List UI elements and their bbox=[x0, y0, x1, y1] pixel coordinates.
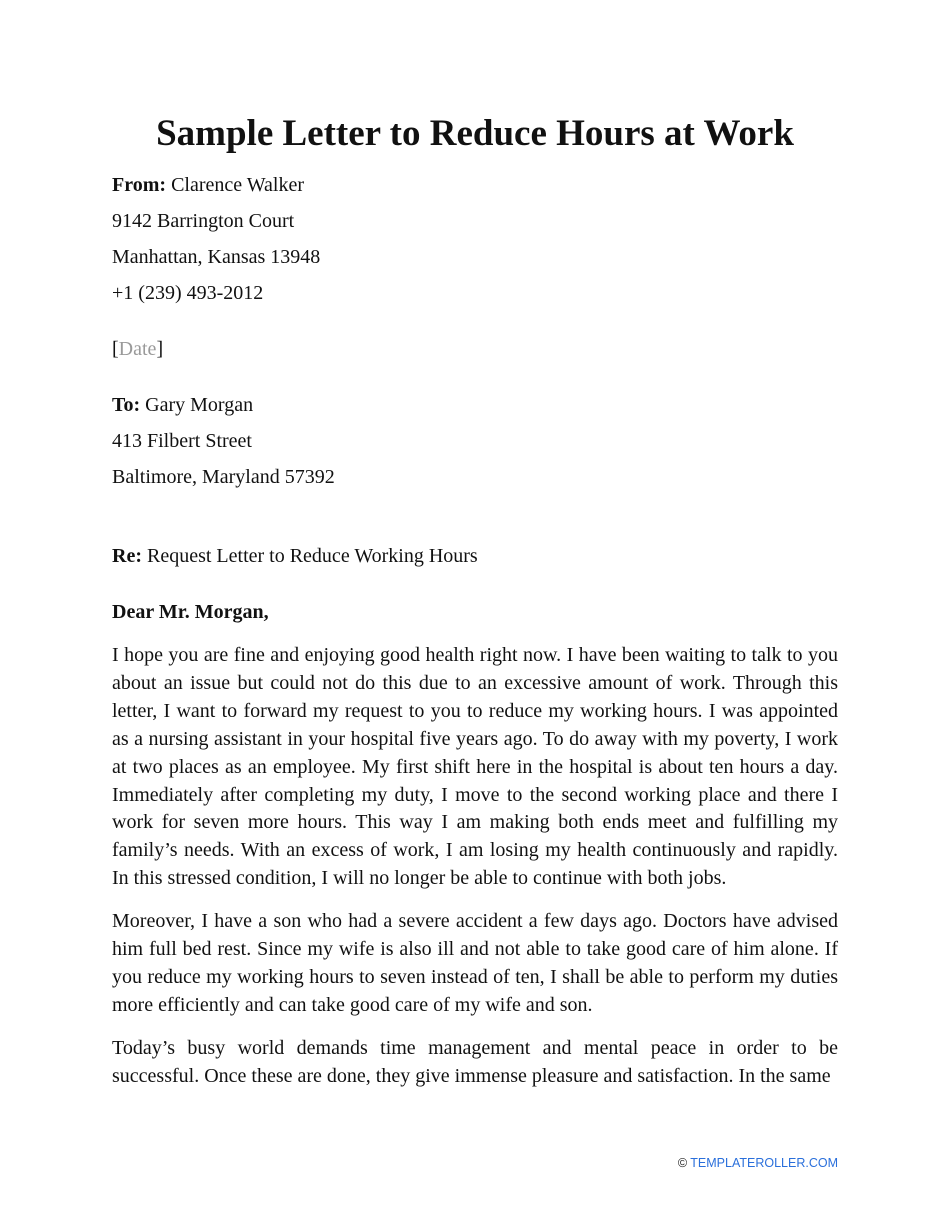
subject-text: Request Letter to Reduce Working Hours bbox=[146, 545, 478, 567]
body-paragraph-3: Today’s busy world demands time management and mental peace in order to be successful. Once these are done, they give immense pleasure and satisfaction. In the same bbox=[112, 1037, 838, 1087]
sender-name-line bbox=[112, 173, 304, 197]
recipient-name: Gary Morgan bbox=[145, 394, 254, 416]
copyright-symbol: © bbox=[677, 1156, 688, 1170]
recipient-city: Baltimore, Maryland 57392 bbox=[112, 466, 335, 488]
body-paragraph-2: Moreover, I have a son who had a severe accident a few days ago. Doctors have advised him full bed rest. Since my wife is also ill and not able to take good care of him alone. If you reduce my working hours to seven instead of ten, I shall be able to perform my duties more efficiently and can take good care of my wife and son. bbox=[112, 910, 838, 1016]
sender-city: Manhattan, Kansas 13948 bbox=[112, 246, 321, 268]
from-label: From: bbox=[112, 174, 167, 196]
sender-name: Clarence Walker bbox=[171, 174, 305, 196]
brand-link[interactable]: TEMPLATEROLLER.COM bbox=[690, 1156, 838, 1170]
date-open-bracket: [ bbox=[112, 338, 119, 360]
salutation: Dear Mr. Morgan, bbox=[112, 601, 269, 623]
footer-credit bbox=[678, 1155, 838, 1171]
date-placeholder: Date bbox=[118, 338, 157, 360]
sender-phone: +1 (239) 493-2012 bbox=[112, 282, 264, 304]
body-paragraph-1: I hope you are fine and enjoying good health right now. I have been waiting to talk to you about an issue but could not do this due to an excessive amount of work. Through this letter, I want to forward my request to you to reduce my working hours. I was appointed as a nursing assistant in your hospital five years ago. To do away with my poverty, I work at two places as an employee. My first shift here in the hospital is about ten hours a day. Immediately after completing my duty, I move to the second working place and there I work for seven more hours. This way I am making both ends meet and fulfilling my family’s needs. With an excess of work, I am losing my health continuously and rapidly. In this stressed condition, I will no longer be able to continue with both jobs. bbox=[112, 644, 838, 890]
sender-street: 9142 Barrington Court bbox=[112, 210, 295, 232]
date-line bbox=[112, 337, 163, 361]
document-title: Sample Letter to Reduce Hours at Work bbox=[156, 113, 794, 154]
date-close-bracket: ] bbox=[156, 338, 164, 360]
recipient-name-line bbox=[112, 393, 253, 417]
recipient-street: 413 Filbert Street bbox=[112, 430, 252, 452]
to-label: To: bbox=[112, 394, 141, 416]
re-label: Re: bbox=[112, 545, 142, 567]
subject-line bbox=[112, 544, 478, 568]
